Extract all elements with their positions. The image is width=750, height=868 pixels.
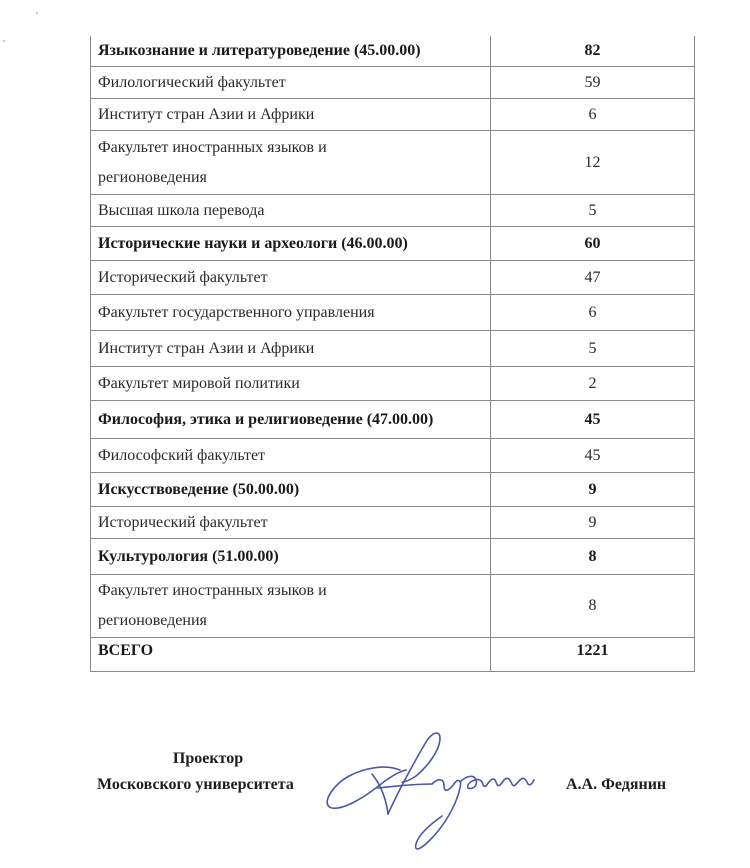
total-label: ВСЕГО [91, 638, 491, 672]
table-row [91, 261, 695, 295]
row-label: Исторические науки и археологи (46.00.00) [91, 227, 491, 261]
row-label [91, 131, 491, 195]
row-label: Искусствоведение (50.00.00) [91, 473, 491, 507]
row-value: 6 [491, 295, 695, 331]
row-value: 8 [491, 539, 695, 575]
table-row-category [91, 473, 695, 507]
row-value: 9 [491, 507, 695, 539]
table-row-category [91, 36, 695, 67]
table-row-category [91, 401, 695, 439]
admissions-table [90, 36, 695, 672]
row-label: Филологический факультет [91, 67, 491, 99]
row-value: 5 [491, 331, 695, 367]
table-row [91, 367, 695, 401]
table-row [91, 507, 695, 539]
row-label: Институт стран Азии и Африки [91, 331, 491, 367]
row-value: 47 [491, 261, 695, 295]
row-value: 2 [491, 367, 695, 401]
row-label: Факультет государственного управления [91, 295, 491, 331]
handwritten-signature-icon [320, 722, 560, 862]
row-value: 9 [491, 473, 695, 507]
table-row [91, 575, 695, 638]
table-row [91, 331, 695, 367]
row-value: 6 [491, 99, 695, 131]
row-label: Институт стран Азии и Африки [91, 99, 491, 131]
row-value: 45 [491, 401, 695, 439]
row-label: Философский факультет [91, 439, 491, 473]
table-row [91, 439, 695, 473]
row-label: Исторический факультет [91, 507, 491, 539]
row-value: 5 [491, 195, 695, 227]
table-row [91, 131, 695, 195]
row-label: Исторический факультет [91, 261, 491, 295]
total-value: 1221 [491, 638, 695, 672]
signatory-title-line1: Проектор [172, 750, 244, 767]
row-label-line: Факультет иностранных языков и [98, 582, 327, 599]
row-label: Факультет мировой политики [91, 367, 491, 401]
row-label-line: регионоведения [98, 612, 207, 629]
row-label: Высшая школа перевода [91, 195, 491, 227]
row-value: 12 [491, 131, 695, 195]
table-row [91, 67, 695, 99]
table-row [91, 99, 695, 131]
scan-speck [36, 12, 38, 14]
table-row [91, 195, 695, 227]
table-row [91, 295, 695, 331]
table-row-category [91, 539, 695, 575]
row-label: Философия, этика и религиоведение (47.00.00) [91, 401, 491, 439]
row-label-line: Факультет иностранных языков и [98, 138, 327, 156]
row-value: 45 [491, 439, 695, 473]
row-label: Культурология (51.00.00) [91, 539, 491, 575]
row-label: Языкознание и литературоведение (45.00.00) [91, 36, 491, 67]
row-label [91, 575, 491, 638]
table-row-total [91, 638, 695, 672]
table-row-category [91, 227, 695, 261]
scan-speck [3, 40, 5, 42]
row-label-line: регионоведения [98, 168, 207, 186]
row-value: 8 [491, 575, 695, 638]
signatory-title-line2: Московского университета [97, 776, 294, 793]
signatory-name: А.А. Федянин [566, 776, 667, 793]
row-value: 59 [491, 67, 695, 99]
row-value: 82 [491, 36, 695, 67]
row-value: 60 [491, 227, 695, 261]
